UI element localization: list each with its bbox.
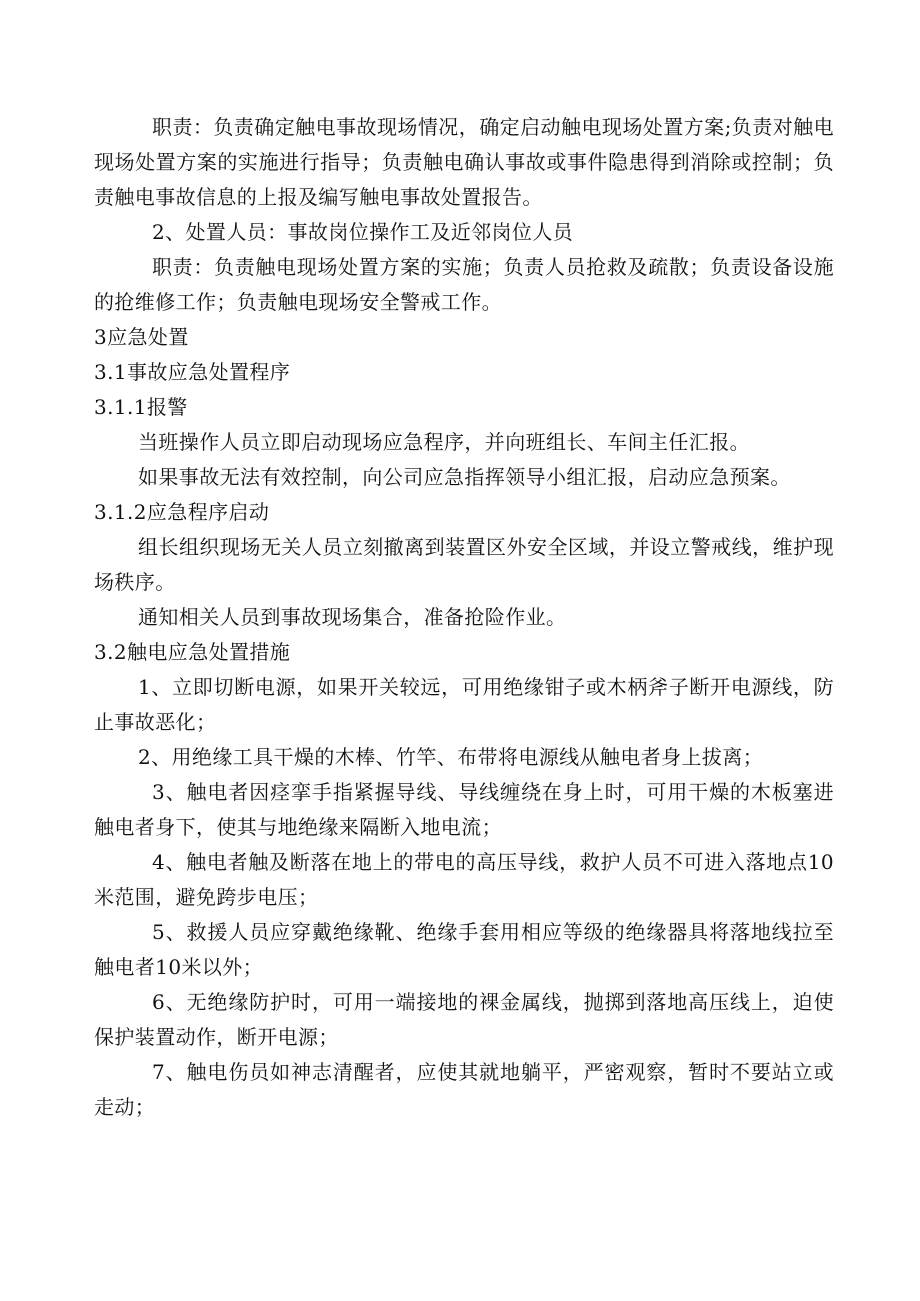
heading-accident-procedure: 3.1事故应急处置程序: [94, 360, 291, 384]
heading-emergency-response: 3应急处置: [94, 325, 189, 349]
measure-item-5: 5、救援人员应穿戴绝缘靴、绝缘手套用相应等级的绝缘器具将落地线拉至触电者10米以外；: [94, 920, 834, 979]
paragraph-procedure-start-2: 通知相关人员到事故现场集合，准备抢险作业。: [138, 605, 567, 629]
paragraph-responsibility-2: 职责：负责触电现场处置方案的实施；负责人员抢救及疏散；负责设备设施的抢维修工作；负责触电现场安全警戒工作。: [94, 255, 834, 314]
paragraph-alarm-2: 如果事故无法有效控制，向公司应急指挥领导小组汇报，启动应急预案。: [138, 465, 791, 489]
measure-item-3: 3、触电者因痉挛手指紧握导线、导线缠绕在身上时，可用干燥的木板塞进触电者身下，使其与地绝缘来隔断入地电流；: [94, 780, 834, 839]
measure-item-7: 7、触电伤员如神志清醒者，应使其就地躺平，严密观察，暂时不要站立或走动；: [94, 1060, 834, 1119]
paragraph-handling-personnel: 2、处置人员：事故岗位操作工及近邻岗位人员: [152, 220, 574, 244]
paragraph-procedure-start-1: 组长组织现场无关人员立刻撤离到装置区外安全区域，并设立警戒线，维护现场秩序。: [94, 535, 834, 594]
paragraph-alarm-1: 当班操作人员立即启动现场应急程序，并向班组长、车间主任汇报。: [138, 430, 750, 454]
measure-item-1: 1、立即切断电源，如果开关较远，可用绝缘钳子或木柄斧子断开电源线，防止事故恶化；: [94, 675, 834, 734]
measure-item-4: 4、触电者触及断落在地上的带电的高压导线，救护人员不可进入落地点10米范围，避免跨步电压；: [94, 850, 834, 909]
paragraph-responsibility-1: 职责：负责确定触电事故现场情况，确定启动触电现场处置方案;负责对触电现场处置方案的实施进行指导；负责触电确认事故或事件隐患得到消除或控制；负责触电事故信息的上报及编写触电事故处置报告。: [94, 115, 834, 209]
document-body: [94, 110, 834, 1125]
heading-electric-shock-measures: 3.2触电应急处置措施: [94, 640, 291, 664]
heading-procedure-start: 3.1.2应急程序启动: [94, 500, 270, 524]
heading-alarm: 3.1.1报警: [94, 395, 188, 419]
measure-item-6: 6、无绝缘防护时，可用一端接地的裸金属线，抛掷到落地高压线上，迫使保护装置动作，断开电源；: [94, 990, 834, 1049]
measure-item-2: 2、用绝缘工具干燥的木棒、竹竿、布带将电源线从触电者身上拔离；: [138, 745, 764, 769]
